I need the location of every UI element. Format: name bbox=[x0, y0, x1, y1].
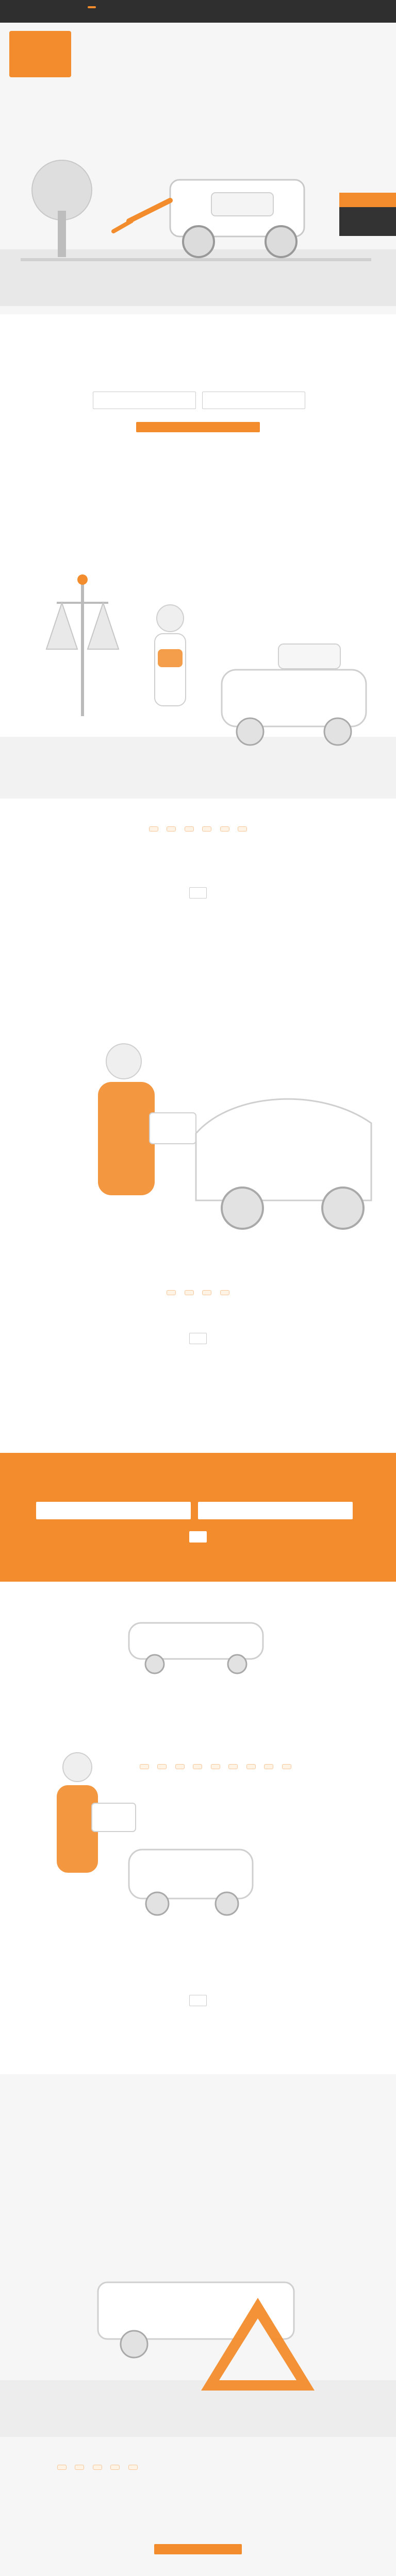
expert-illustration bbox=[0, 1005, 396, 1252]
roadhelp-hashtag-4 bbox=[110, 2465, 120, 2470]
roadhelp-ground bbox=[0, 2380, 396, 2437]
commissar-hashtag-3 bbox=[175, 1764, 185, 1769]
expert-hashtags bbox=[36, 1288, 360, 1300]
legal-hashtag-2 bbox=[167, 826, 176, 832]
expert-hashtag-2 bbox=[185, 1290, 194, 1295]
roadhelp-hashtag-3 bbox=[93, 2465, 102, 2470]
callback-button-wrap bbox=[0, 1530, 396, 1543]
roadhelp-contact-button[interactable] bbox=[154, 2544, 242, 2554]
accident-commissar bbox=[0, 1582, 396, 2071]
roadside-help bbox=[0, 2071, 396, 2576]
commissar-hashtag-2 bbox=[157, 1764, 167, 1769]
legal-hashtag-3 bbox=[185, 826, 194, 832]
legal-illustration bbox=[0, 531, 396, 799]
commissar-hashtag-1 bbox=[140, 1764, 149, 1769]
tree bbox=[32, 160, 92, 257]
side-tabs bbox=[339, 193, 396, 236]
roadhelp-hashtags bbox=[54, 2463, 224, 2475]
legal-services bbox=[0, 531, 396, 1005]
commissar-top-illustration bbox=[0, 1592, 396, 1685]
roadhelp-hashtag-2 bbox=[75, 2465, 84, 2470]
help-inputs bbox=[93, 392, 305, 409]
roadhelp-top-divider bbox=[0, 2071, 396, 2074]
side-tab-2[interactable] bbox=[339, 207, 396, 222]
commissar-person bbox=[57, 1753, 136, 1873]
commissar-hashtag-6 bbox=[228, 1764, 238, 1769]
help-button-wrap bbox=[0, 420, 396, 432]
commissar-person-illustration bbox=[0, 1721, 396, 1989]
scales bbox=[46, 574, 119, 716]
legal-button-wrap bbox=[0, 886, 396, 899]
legal-floor bbox=[0, 737, 396, 799]
callback-inputs bbox=[36, 1502, 353, 1519]
hero bbox=[0, 23, 396, 314]
nav-tabs bbox=[88, 6, 133, 8]
expert-button-wrap bbox=[0, 1332, 396, 1344]
hero-illustration bbox=[0, 110, 396, 306]
legal-hashtags bbox=[36, 824, 360, 836]
commissar-top-wheel-1 bbox=[145, 1655, 164, 1673]
roadhelp-hashtag-1 bbox=[57, 2465, 67, 2470]
callback-phone-input[interactable] bbox=[198, 1502, 353, 1519]
callback-submit-button[interactable] bbox=[189, 1531, 207, 1543]
tow-truck bbox=[113, 180, 304, 257]
independent-expertise bbox=[0, 1005, 396, 1453]
legal-hashtag-1 bbox=[149, 826, 158, 832]
commissar-urgent-button[interactable] bbox=[189, 1995, 207, 2006]
help-submit-button[interactable] bbox=[136, 422, 260, 432]
commissar-hashtag-4 bbox=[193, 1764, 202, 1769]
top-nav bbox=[0, 0, 396, 23]
commissar-top-car bbox=[129, 1623, 263, 1659]
callback bbox=[0, 1453, 396, 1582]
side-tab-3[interactable] bbox=[339, 222, 396, 236]
commissar-top-wheel-2 bbox=[228, 1655, 246, 1673]
roadhelp-illustration bbox=[0, 2169, 396, 2437]
side-tab-active[interactable] bbox=[339, 193, 396, 207]
commissar-hashtag-5 bbox=[211, 1764, 220, 1769]
commissar-hashtag-8 bbox=[264, 1764, 273, 1769]
help-phone-input[interactable] bbox=[202, 392, 305, 409]
legal-hashtag-4 bbox=[202, 826, 211, 832]
commissar-hashtag-9 bbox=[282, 1764, 291, 1769]
callback-name-input[interactable] bbox=[36, 1502, 191, 1519]
help-form bbox=[0, 314, 396, 531]
commissar-car bbox=[129, 1850, 253, 1915]
car-sketch bbox=[222, 644, 366, 745]
roadhelp-button-wrap bbox=[0, 2543, 396, 2554]
help-name-input[interactable] bbox=[93, 392, 196, 409]
logo bbox=[9, 31, 71, 77]
legal-hashtag-5 bbox=[220, 826, 229, 832]
commissar-hashtags bbox=[137, 1762, 379, 1774]
expert-contact-button[interactable] bbox=[189, 1333, 207, 1344]
lawyer-person bbox=[155, 605, 186, 706]
commissar-hashtag-7 bbox=[246, 1764, 256, 1769]
expert-hashtag-1 bbox=[167, 1290, 176, 1295]
commissar-button-wrap bbox=[0, 1994, 396, 2006]
legal-contact-button[interactable] bbox=[189, 887, 207, 899]
roadhelp-hashtag-5 bbox=[128, 2465, 138, 2470]
legal-hashtag-6 bbox=[238, 826, 247, 832]
nav-tab-home[interactable] bbox=[88, 6, 96, 8]
expert-hashtag-4 bbox=[220, 1290, 229, 1295]
expert-hashtag-3 bbox=[202, 1290, 211, 1295]
